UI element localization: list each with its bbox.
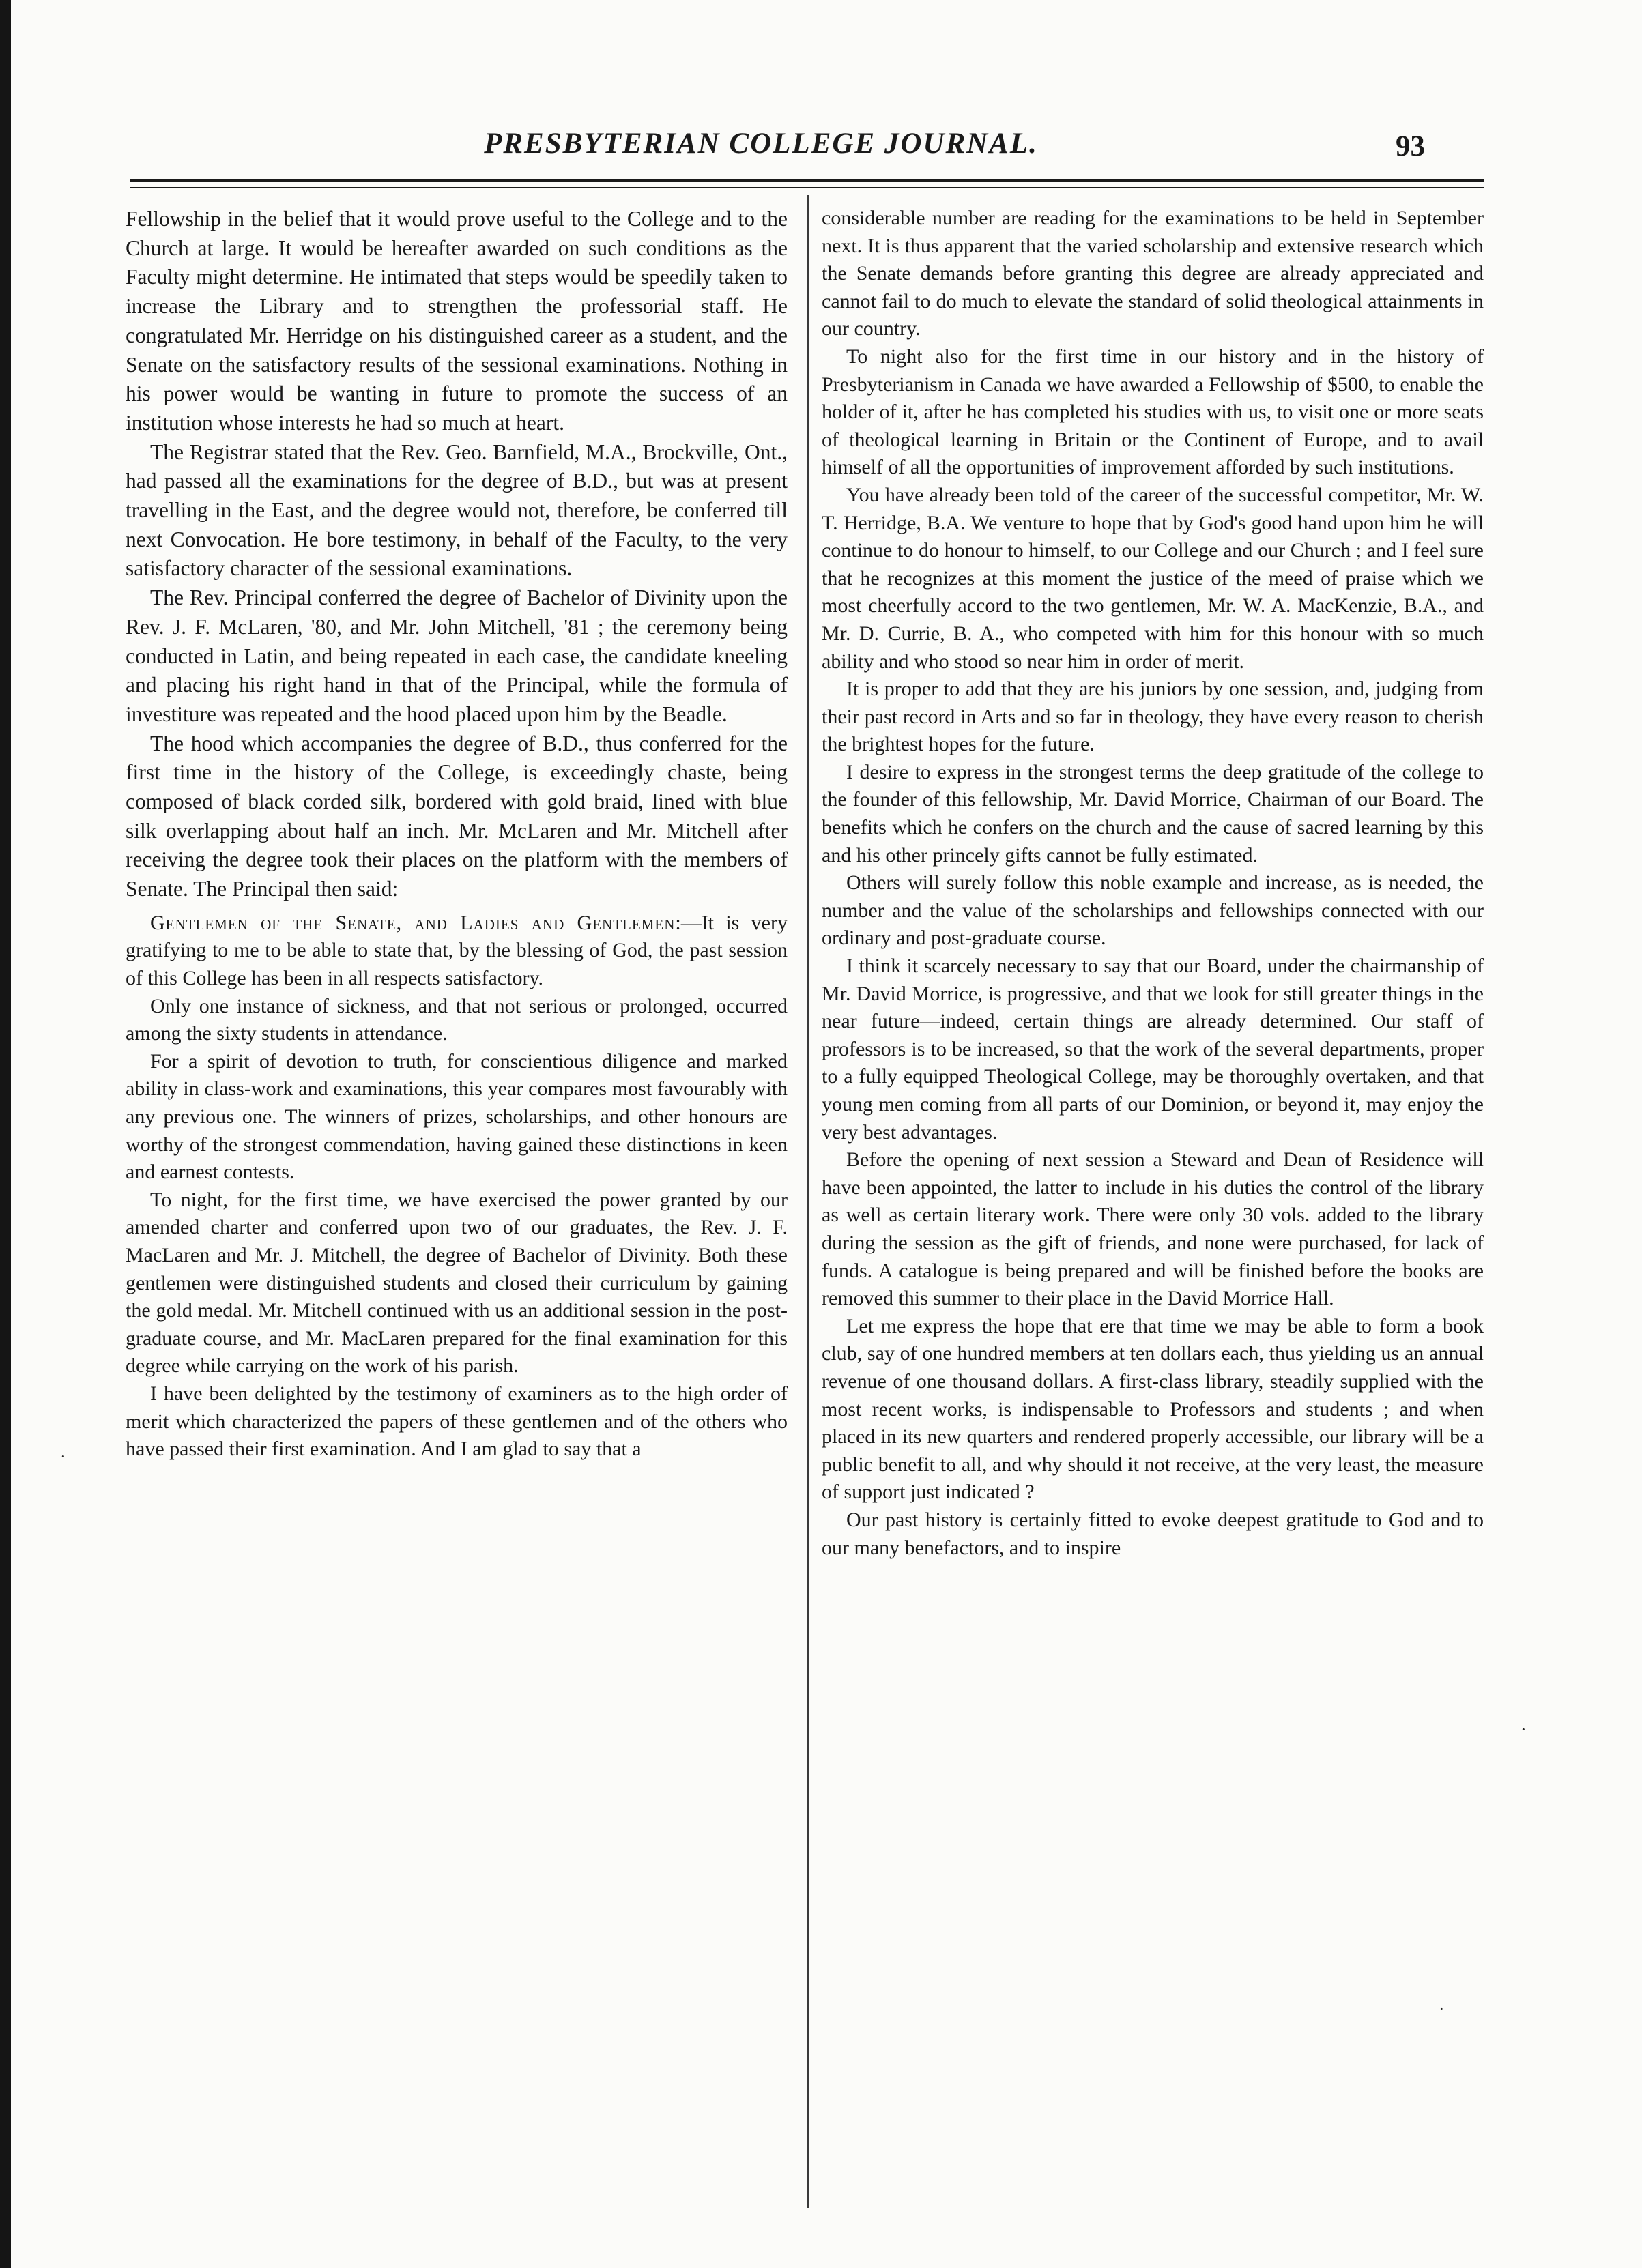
running-head: PRESBYTERIAN COLLEGE JOURNAL.	[484, 128, 1038, 160]
paragraph: I desire to express in the strongest terms the deep gratitude of the college to the founder of this fellowship, Mr. David Morrice, Chairman of our Board. The benefits which he confers on the church and the cause of sacred learning by this and his other princely gifts cannot be fully estimated.	[822, 760, 1484, 867]
salutation: Gentlemen of the Senate, and Ladies and Gentlemen	[150, 911, 676, 934]
left-column	[126, 205, 788, 1464]
header-rule-thin	[130, 187, 1484, 188]
paragraph: Only one instance of sickness, and that not serious or prolonged, occurred among the sixty students in attendance.	[126, 994, 788, 1045]
scan-speck: ·	[1521, 1719, 1527, 1739]
paragraph: For a spirit of devotion to truth, for conscientious diligence and marked ability in class-work and examinations, this year compares most favourably with any previous one. The winners of prizes, scholarships, and other honours are worthy of the strongest commendation, having gained these distinctions in keen and earnest contests.	[126, 1049, 788, 1184]
scan-edge	[0, 0, 11, 2268]
right-column	[822, 205, 1484, 1562]
scan-speck: ·	[60, 1446, 66, 1466]
page-number: 93	[1396, 130, 1425, 162]
address-text: :—It is very gratifying to me to be able to state that, by the blessing of God, the past session of this College has been in all respects satisfactory.	[126, 911, 788, 990]
paragraph: Let me express the hope that ere that time we may be able to form a book club, say of one hundred members at ten dollars each, thus yielding us an annual revenue of one thousand dollars. A first-class library, steadily supplied with the most recent works, is indispensable to Professors and students ; and when placed in its new quarters and rendered properly accessible, our library will be a public benefit to all, and why should it not receive, at the very least, the measure of support just indicated ?	[822, 1314, 1484, 1504]
paragraph: Our past history is certainly fitted to evoke deepest gratitude to God and to our many benefactors, and to inspire	[822, 1508, 1484, 1559]
paragraph: It is proper to add that they are his juniors by one session, and, judging from their past record in Arts and so far in theology, they have every reason to cherish the brightest hopes for the future.	[822, 678, 1484, 756]
paragraph: To night also for the first time in our history and in the history of Presbyterianism in Canada we have awarded a Fellowship of $500, to enable the holder of it, after he has completed his studies with us, to visit one or more seats of theological learning in Britain or the Continent of Europe, and to avail himself of all the opportunities of improvement afforded by such institutions.	[822, 345, 1484, 479]
paragraph: To night, for the first time, we have exercised the power granted by our amended charter and conferred upon two of our graduates, the Rev. J. F. MacLaren and Mr. J. Mitchell, the degree of Bachelor of Divinity. Both these gentlemen were distinguished students and closed their curriculum by gaining the gold medal. Mr. Mitchell continued with us an additional session in the post-graduate course, and Mr. MacLaren prepared for the final examination for this degree while carrying on the work of his parish.	[126, 1188, 788, 1378]
paragraph: considerable number are reading for the examinations to be held in September next. It is thus apparent that the varied scholarship and extensive research which the Senate demands before granting this degree are already appreciated and cannot fail to do much to elevate the standard of solid theological attainments in our country.	[822, 207, 1484, 340]
paragraph: I think it scarcely necessary to say that our Board, under the chairmanship of Mr. David Morrice, is progressive, and that we look for still greater things in the near future—indeed, certain things are already determined. Our staff of professors is to be increased, so that the work of the several departments, proper to a fully equipped Theological College, may be thoroughly overtaken, and that young men coming from all parts of our Dominion, or beyond it, may enjoy the very best advantages.	[822, 955, 1484, 1144]
paragraph: Fellowship in the belief that it would prove useful to the College and to the Church at large. It would be hereafter awarded on such conditions as the Faculty might determine. He intimated that steps would be speedily taken to increase the Library and to strengthen the professorial staff. He congratulated Mr. Herridge on his distinguished career as a student, and the Senate on the satisfactory results of the sessional examinations. Nothing in his power would be wanting in future to promote the success of an institution whose interests he had so much at heart.	[126, 207, 788, 435]
paragraph-address	[126, 910, 788, 993]
paragraph: Others will surely follow this noble example and increase, as is needed, the number and the value of the scholarships and fellowships connected with our ordinary and post-graduate course.	[822, 871, 1484, 950]
paragraph: You have already been told of the career of the successful competitor, Mr. W. T. Herridge, B.A. We venture to hope that by God's good hand upon him he will continue to do honour to himself, to our College and our Church ; and I feel sure that he recognizes at this moment the justice of the meed of praise which we most cheerfully accord to the two gentlemen, Mr. W. A. MacKenzie, B.A., and Mr. D. Currie, B. A., who competed with him for this honour with so much ability and who stood so near him in order of merit.	[822, 483, 1484, 673]
paragraph: The Rev. Principal conferred the degree of Bachelor of Divinity upon the Rev. J. F. McLaren, '80, and Mr. John Mitchell, '81 ; the ceremony being conducted in Latin, and being repeated in each case, the candidate kneeling and placing his right hand in that of the Principal, while the formula of investiture was repeated and the hood placed upon him by the Beadle.	[126, 585, 788, 726]
paragraph: The hood which accompanies the degree of B.D., thus conferred for the first time in the history of the College, is exceedingly chaste, being composed of black corded silk, bordered with gold braid, lined with blue silk overlapping about half an inch. Mr. McLaren and Mr. Mitchell after receiving the degree took their places on the platform with the members of Senate. The Principal then said:	[126, 731, 788, 901]
header-rule-thick	[130, 179, 1484, 182]
paragraph: Before the opening of next session a Steward and Dean of Residence will have been appointed, the latter to include in his duties the control of the library as well as certain literary work. There were only 30 vols. added to the library during the session as the gift of friends, and none were purchased, for lack of funds. A catalogue is being prepared and will be finished before the books are removed this summer to their place in the David Morrice Hall.	[822, 1148, 1484, 1310]
paragraph: I have been delighted by the testimony of examiners as to the high order of merit which characterized the papers of these gentlemen and of the others who have passed their first examination. And I am glad to say that a	[126, 1382, 788, 1461]
column-divider	[807, 195, 809, 2208]
scan-speck: ·	[1439, 1999, 1445, 2019]
paragraph: The Registrar stated that the Rev. Geo. Barnfield, M.A., Brockville, Ont., had passed all the examinations for the degree of B.D., but was at present travelling in the East, and the degree would not, therefore, be conferred till next Convocation. He bore testimony, in behalf of the Faculty, to the very satisfactory character of the sessional examinations.	[126, 439, 788, 581]
